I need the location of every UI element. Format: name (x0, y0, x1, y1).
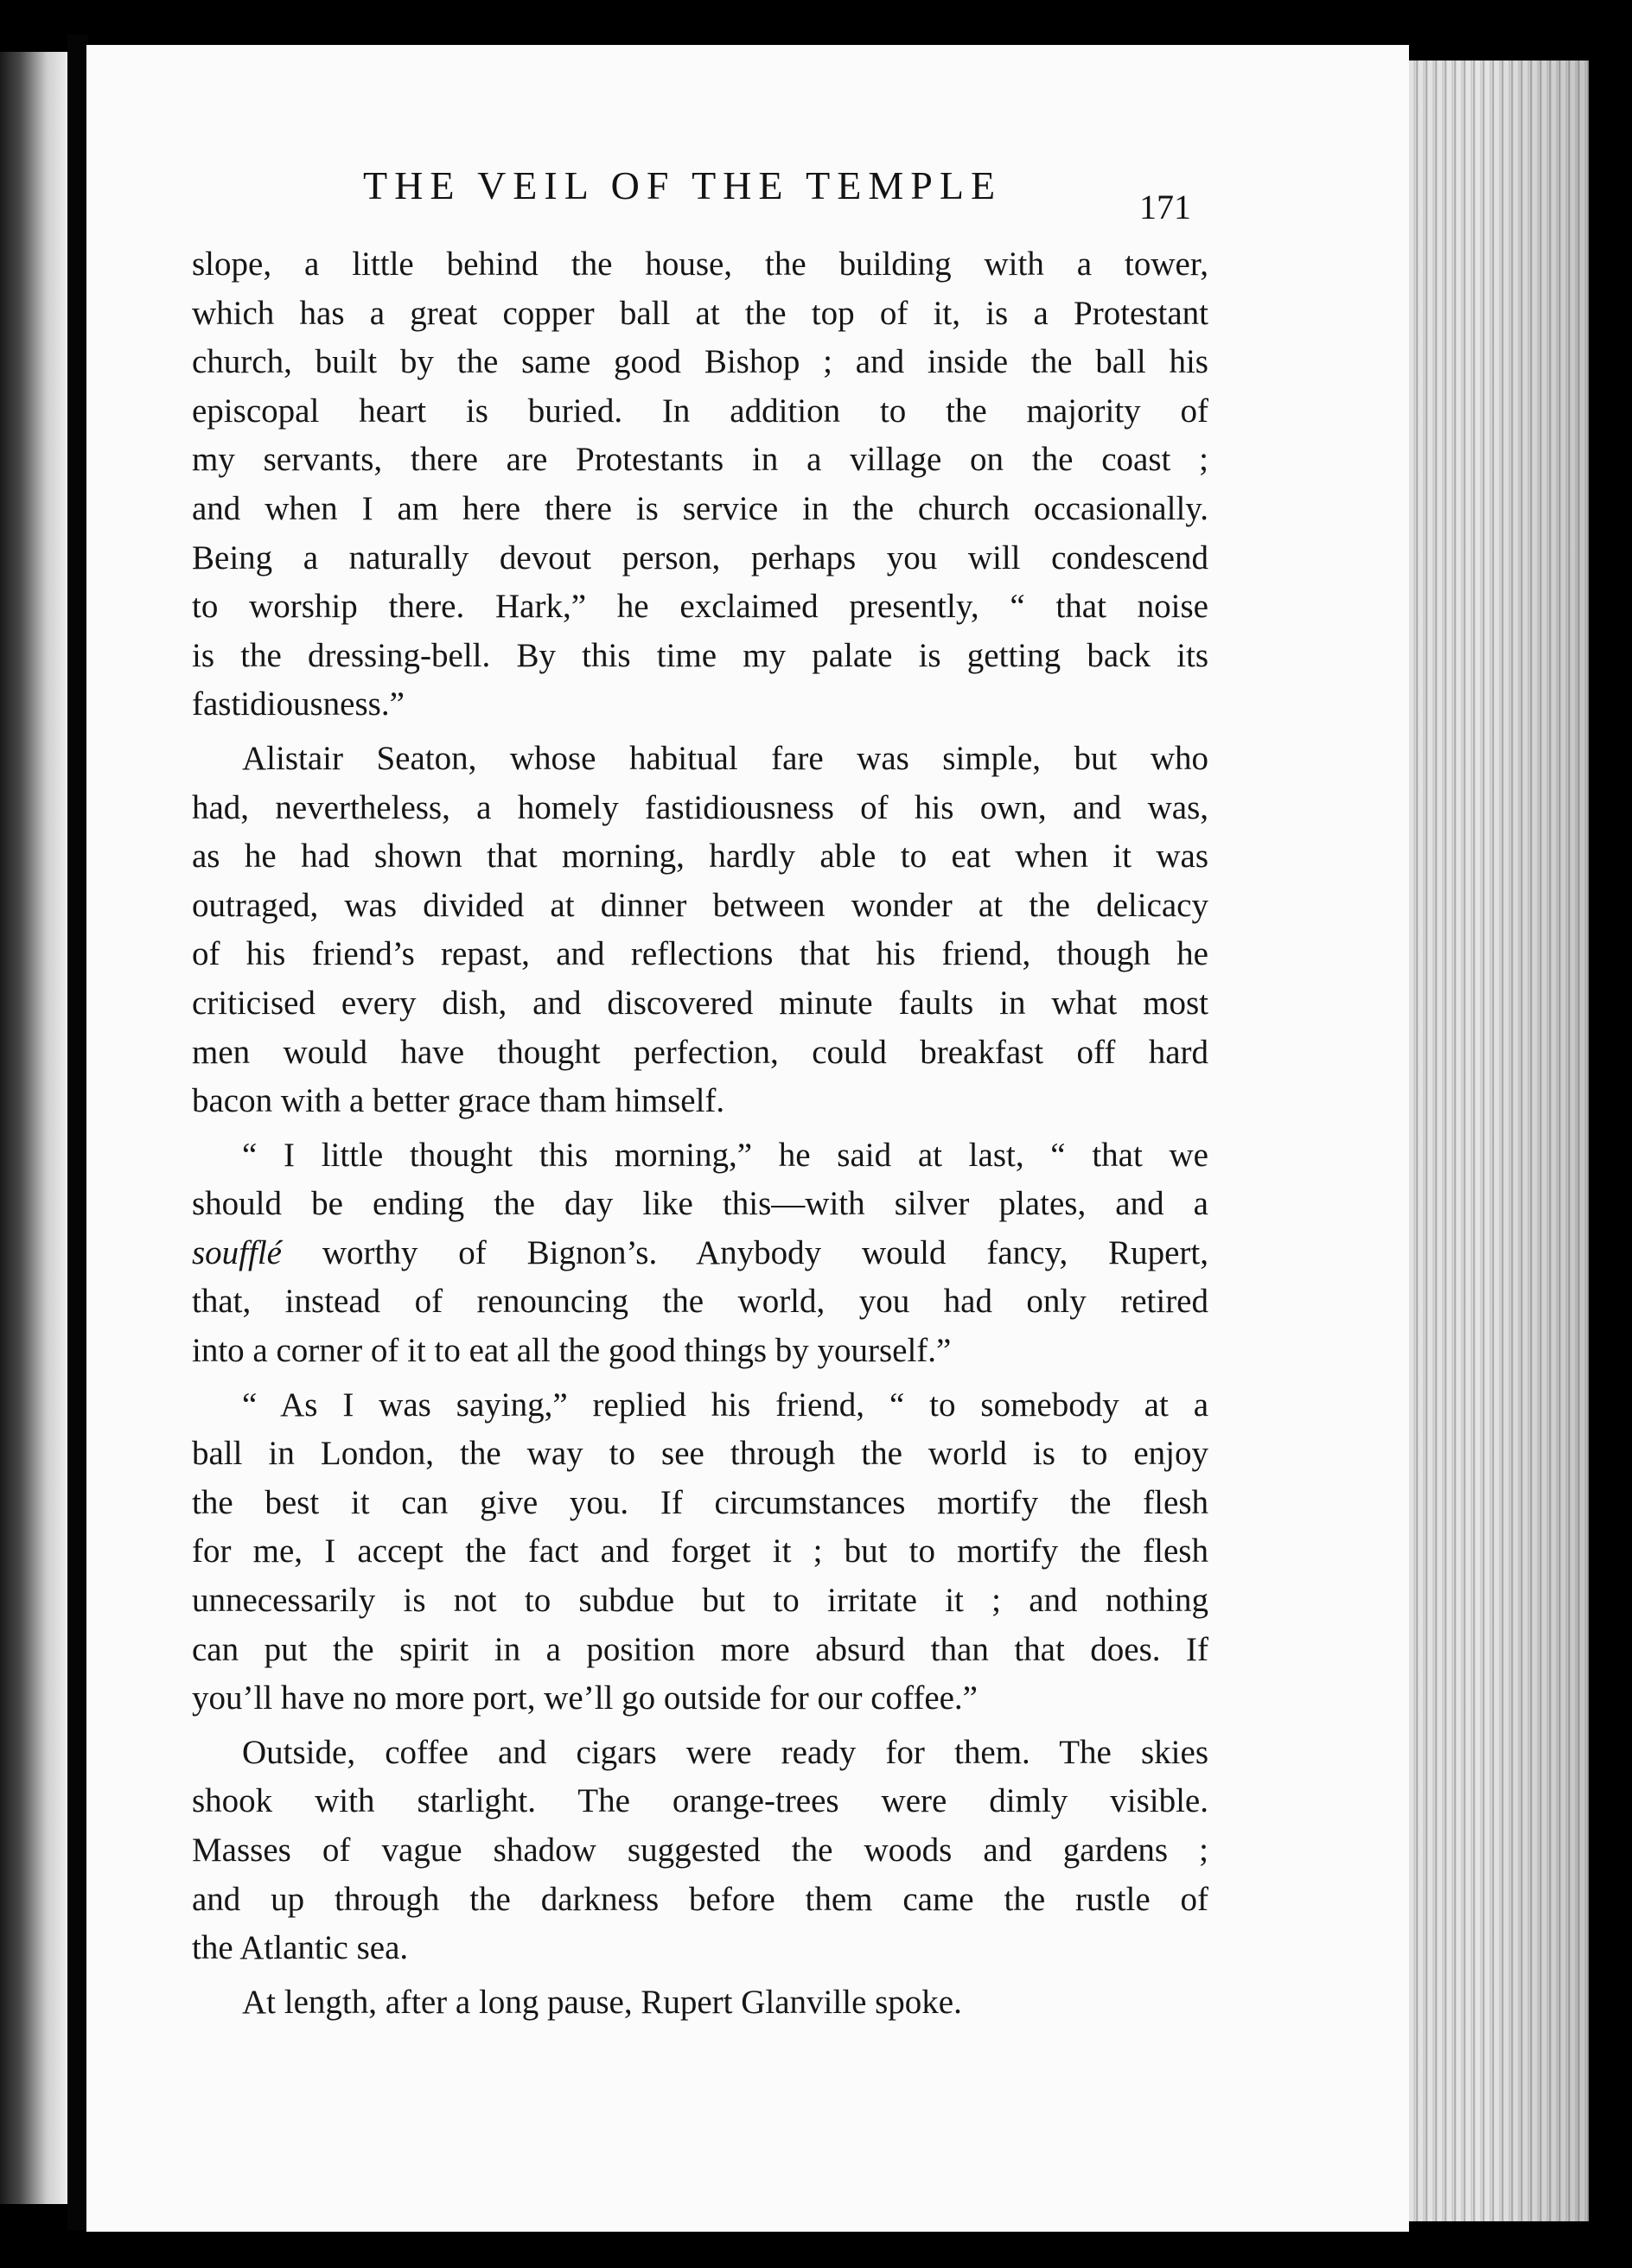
text-line: should be ending the day like this—with silver plates, and a (192, 1185, 1208, 1223)
text-line: men would have thought perfection, could breakfast off hard (192, 1033, 1208, 1071)
text-line: Alistair Seaton, whose habitual fare was simple, but who (242, 739, 1208, 777)
text-line: that, instead of renouncing the world, you had only retired (192, 1283, 1208, 1321)
text-line: slope, a little behind the house, the building with a tower, (192, 245, 1208, 283)
running-head: THE VEIL OF THE TEMPLE (363, 163, 1003, 207)
text-line: to worship there. Hark,” he exclaimed presently, “ that noise (192, 588, 1208, 626)
text-line: the Atlantic sea. (192, 1929, 409, 1967)
text-line: for me, I accept the fact and forget it ; but to mortify the flesh (192, 1532, 1208, 1570)
text-line: At length, after a long pause, Rupert Glanville spoke. (242, 1983, 962, 2021)
text-line: Outside, coffee and cigars were ready for them. The skies (242, 1733, 1208, 1771)
body-text (192, 240, 1208, 2027)
page-number: 171 (1139, 188, 1191, 226)
text-line: into a corner of it to eat all the good things by yourself.” (192, 1332, 952, 1370)
text-line: criticised every dish, and discovered minute faults in what most (192, 984, 1208, 1022)
text-line: and when I am here there is service in the church occasionally. (192, 489, 1208, 527)
text-line: “ As I was saying,” replied his friend, “ to somebody at a (242, 1386, 1208, 1424)
italic-word: soufflé (192, 1233, 282, 1271)
text-line: had, nevertheless, a homely fastidiousness of his own, and was, (192, 788, 1208, 826)
text-line: can put the spirit in a position more absurd than that does. If (192, 1630, 1208, 1668)
text-line: fastidiousness.” (192, 685, 405, 723)
text-line: unnecessarily is not to subdue but to irritate it ; and nothing (192, 1582, 1208, 1620)
adjacent-page-edge (0, 52, 67, 2204)
text-line: church, built by the same good Bishop ; and inside the ball his (192, 343, 1208, 381)
text-line: as he had shown that morning, hardly able to eat when it was (192, 838, 1208, 876)
text-line: bacon with a better grace tham himself. (192, 1082, 725, 1120)
text-line: outraged, was divided at dinner between wonder at the delicacy (192, 886, 1208, 924)
text-line: of his friend’s repast, and reflections that his friend, though he (192, 935, 1208, 973)
text-line: you’ll have no more port, we’ll go outside for our coffee.” (192, 1679, 978, 1717)
text-line: shook with starlight. The orange-trees were dimly visible. (192, 1782, 1208, 1820)
text-line: my servants, there are Protestants in a village on the coast ; (192, 441, 1208, 479)
text-line: Masses of vague shadow suggested the woods and gardens ; (192, 1832, 1208, 1869)
text-line-souffle: soufflé worthy of Bignon’s. Anybody would fancy, Rupert, (192, 1233, 1208, 1271)
text-line: Being a naturally devout person, perhaps you will condescend (192, 538, 1208, 577)
text-line: which has a great copper ball at the top of it, is a Protestant (192, 294, 1208, 332)
text-line: is the dressing-bell. By this time my palate is getting back its (192, 636, 1208, 674)
gutter-shadow (67, 35, 88, 2230)
text-line: the best it can give you. If circumstances mortify the flesh (192, 1483, 1208, 1521)
fore-edge-shading (1409, 61, 1589, 2221)
text-line: “ I little thought this morning,” he said at last, “ that we (242, 1136, 1208, 1174)
text-line: and up through the darkness before them came the rustle of (192, 1880, 1208, 1918)
text-line: ball in London, the way to see through the world is to enjoy (192, 1435, 1208, 1473)
text-line: episcopal heart is buried. In addition to the majority of (192, 392, 1208, 430)
